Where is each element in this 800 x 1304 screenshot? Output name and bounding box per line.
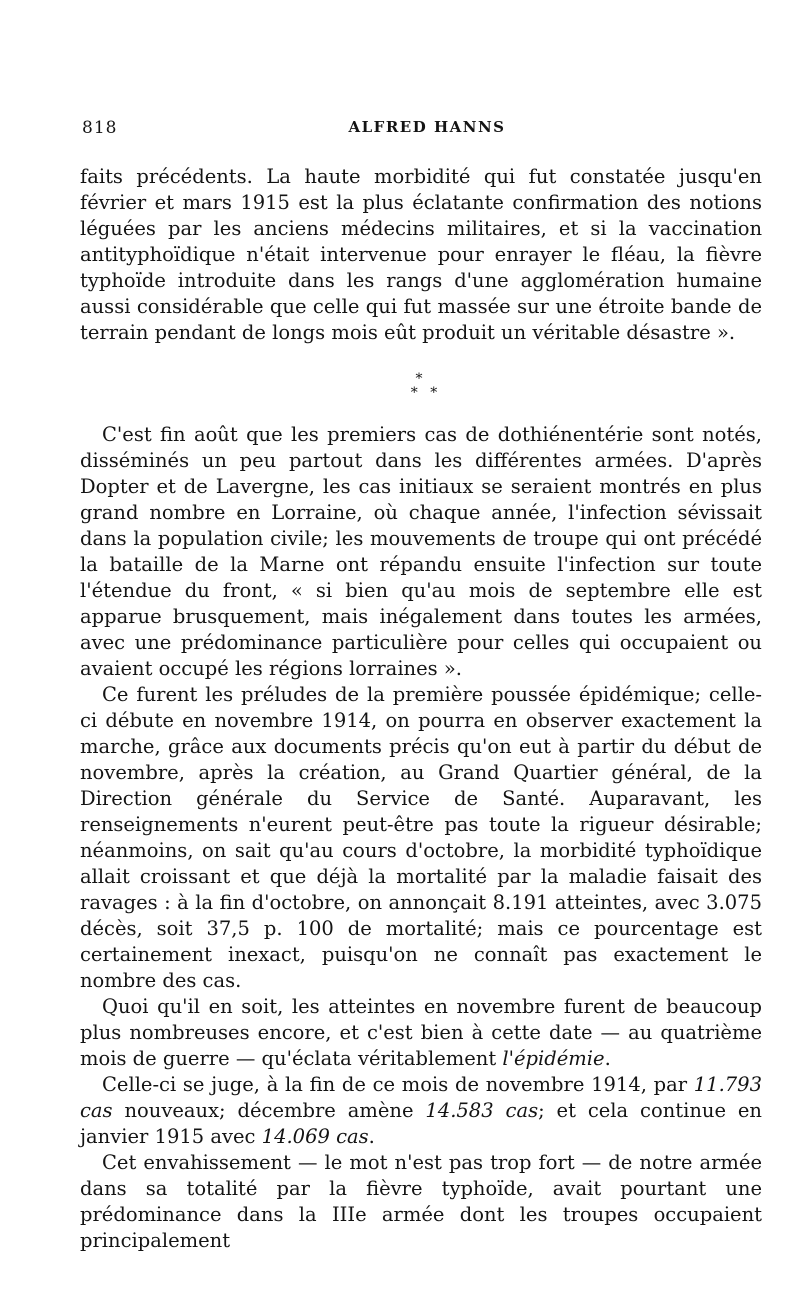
case-count-january: 14.069 cas (261, 1125, 369, 1148)
paragraph-text: Quoi qu'il en soit, les atteintes en novembre furent de beaucoup plus nombreuses encore, et c'est bien à cette date — au quatrième mois de guerre — qu'éclata véritablement (80, 995, 762, 1070)
page-header (82, 118, 772, 144)
paragraph-case-counts (80, 1072, 762, 1150)
paragraph-text: Celle-ci se juge, à la fin de ce mois de novembre 1914, par (102, 1073, 694, 1096)
paragraph-text: ; et cela continue en janvier 1915 avec (80, 1099, 762, 1148)
case-count-december: 14.583 cas (425, 1099, 539, 1122)
section-break-asterism (391, 372, 451, 400)
paragraph-continuation: faits précédents. La haute morbidité qui fut constatée jusqu'en février et mars 1915 est la plus éclatante confirmation des notions léguées par les anciens médecins militaires, et si la vaccination antityphoïdique n'était intervenue pour enrayer le fléau, la fièvre typhoïde introduite dans les rangs d'une agglomération humaine aussi considérable que celle qui fut massée sur une étroite bande de terrain pendant de longs mois eût produit un véritable désastre ». (80, 165, 762, 344)
army-numeral: IIIe (331, 1203, 367, 1226)
paragraph-army-spread (80, 1150, 762, 1254)
case-count-november: 11.793 cas (80, 1073, 762, 1122)
asterism-top: * (415, 371, 427, 387)
paragraph-text-end: . (368, 1125, 375, 1148)
paragraph-text-end: armée dont les troupes occupaient principalement (80, 1203, 762, 1252)
paragraph-first-epidemic-wave: Ce furent les préludes de la première poussée épidémique; celle-ci débute en novembre 1914, on pourra en observer exactement la marche, grâce aux documents précis qu'on eut à partir du début de novembre, après la création, au Grand Quartier général, de la Direction générale du Service de Santé. Auparavant, les renseignements n'eurent peut-être pas toute la rigueur désirable; néanmoins, on sait qu'au cours d'octobre, la morbidité typhoïdique allait croissant et que déjà la mortalité par la maladie faisait des ravages : à la fin d'octobre, on annonçait 8.191 atteintes, avec 3.075 décès, soit 37,5 p. 100 de mortalité; mais ce pourcentage est certainement inexact, puisqu'on ne connaît pas exactement le nombre des cas. (80, 683, 762, 992)
paragraph-text: nouveaux; décembre amène (112, 1099, 426, 1122)
page-number: 818 (82, 118, 118, 138)
paragraph-cases-august: C'est fin août que les premiers cas de dothiénentérie sont notés, disséminés un peu partout dans les différentes armées. D'après Dopter et de Lavergne, les cas initiaux se seraient montrés en plus grand nombre en Lorraine, où chaque année, l'infection sévissait dans la population civile; les mouvements de troupe qui ont précédé la bataille de la Marne ont répandu ensuite l'infection sur toute l'étendue du front, « si bien qu'au mois de septembre elle est apparue brusquement, mais inégalement dans toutes les armées, avec une prédominance particulière pour celles qui occupaient ou avaient occupé les régions lorraines ». (80, 423, 762, 680)
emphasis-text: l'épidémie (502, 1047, 605, 1070)
running-title: ALFRED HANNS (348, 118, 506, 136)
asterism-bottom: * * (410, 385, 442, 401)
paragraph-epidemic-outbreak (80, 994, 762, 1072)
paragraph-text: Cet envahissement — le mot n'est pas trop fort — de notre armée dans sa totalité par la fièvre typhoïde, avait pourtant une prédominance dans la (80, 1151, 762, 1226)
paragraph-text-end: . (604, 1047, 611, 1070)
body-text (80, 164, 762, 1254)
